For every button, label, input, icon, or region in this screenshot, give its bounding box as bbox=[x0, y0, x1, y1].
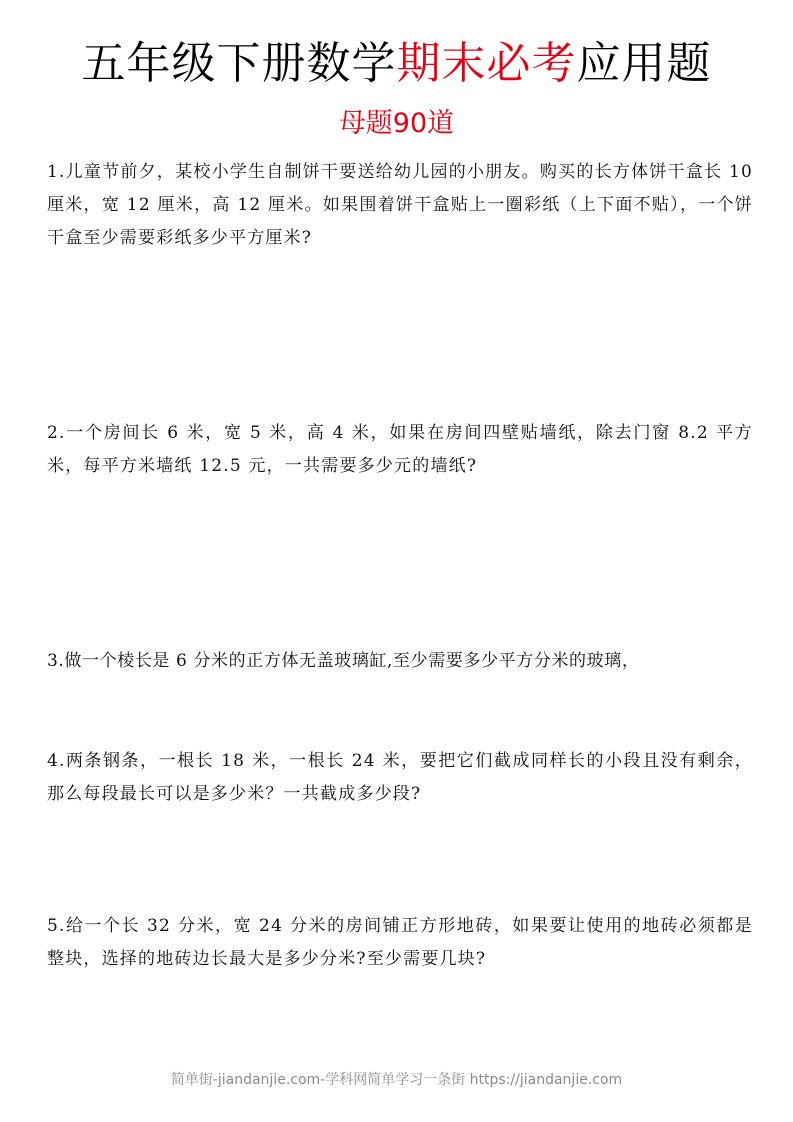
page-footer-watermark: 简单街-jiandanjie.com-学科网简单学习一条街 https://jiandanjie.com bbox=[170, 1072, 623, 1088]
page-subtitle: 母题90道 bbox=[338, 108, 455, 139]
title-part-2: 应用题 bbox=[576, 38, 712, 89]
question-5: 5.给一个长 32 分米，宽 24 分米的房间铺正方形地砖，如果要让使用的地砖必须都是整块，选择的地砖边长最大是多少分米?至少需要几块? bbox=[47, 916, 753, 969]
title-highlight: 期末必考 bbox=[396, 38, 577, 89]
question-1: 1.儿童节前夕，某校小学生自制饼干要送给幼儿园的小朋友。购买的长方体饼干盒长 10 厘米，宽 12 厘米，高 12 厘米。如果围着饼干盒贴上一圈彩纸（上下面不贴），一个饼干盒至少需要彩纸多少平方厘米? bbox=[47, 162, 753, 248]
question-3: 3.做一个棱长是 6 分米的正方体无盖玻璃缸,至少需要多少平方分米的玻璃， bbox=[47, 651, 640, 671]
page-title bbox=[0, 34, 793, 94]
title-part-1: 五年级下册数学 bbox=[81, 38, 397, 89]
question-2: 2.一个房间长 6 米，宽 5 米，高 4 米，如果在房间四壁贴墙纸，除去门窗 8.2 平方米，每平方米墙纸 12.5 元，一共需要多少元的墙纸? bbox=[47, 423, 753, 476]
question-4: 4.两条钢条，一根长 18 米，一根长 24 米，要把它们截成同样长的小段且没有剩余，那么每段最长可以是多少米？一共截成多少段? bbox=[47, 751, 753, 804]
